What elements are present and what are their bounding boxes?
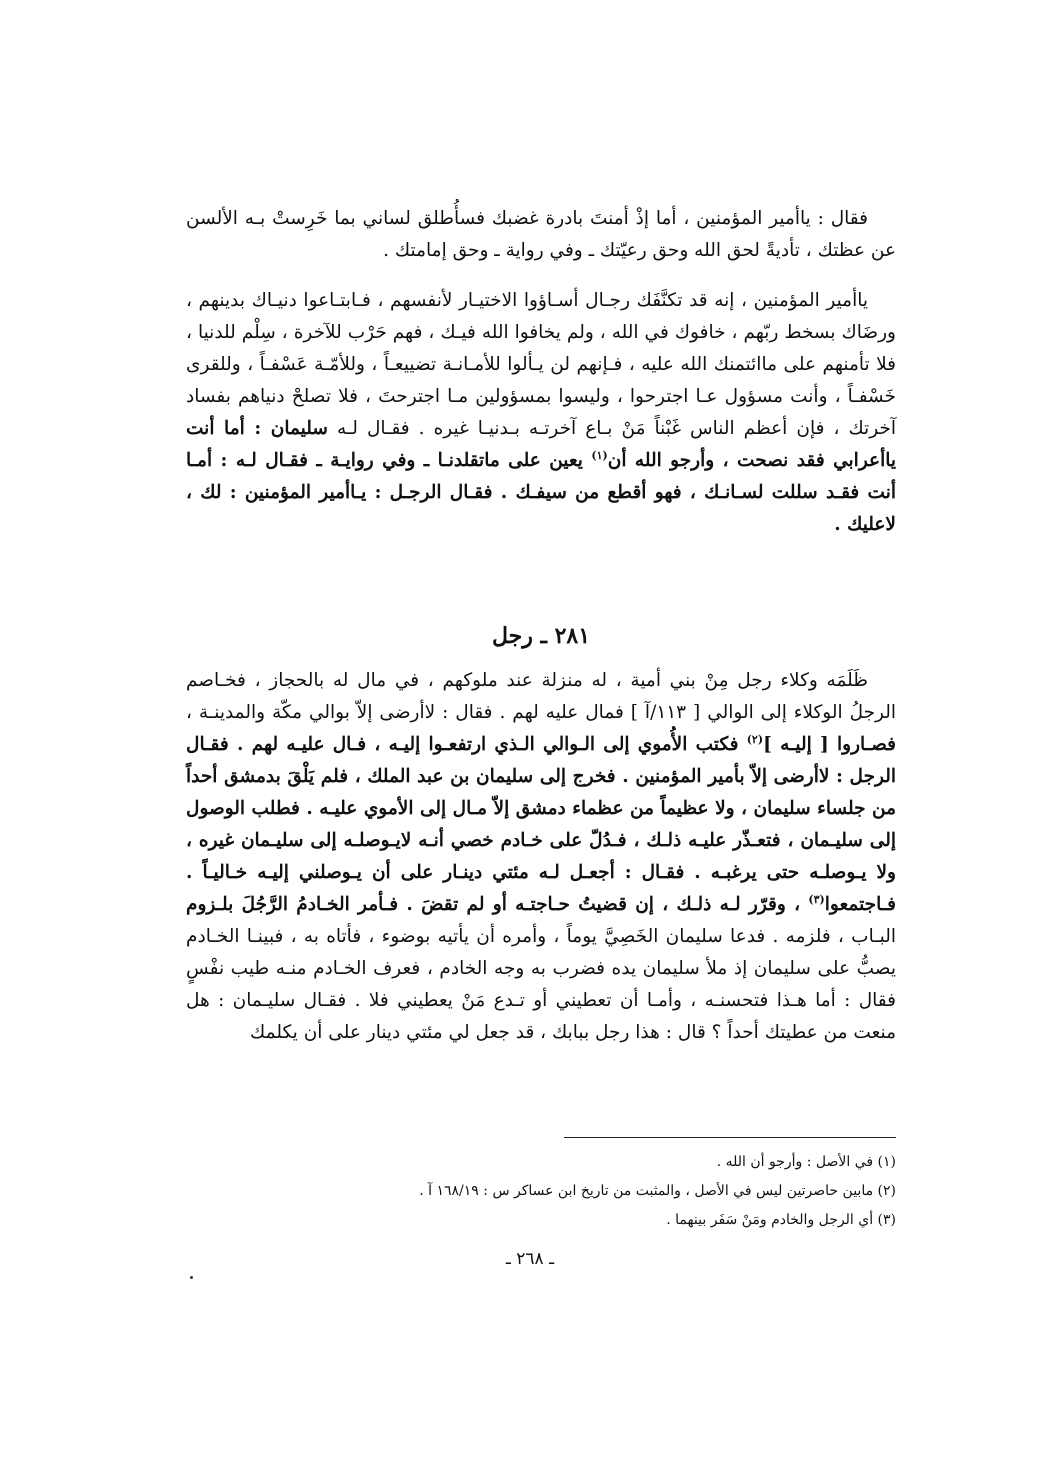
story-paragraph xyxy=(186,665,896,1049)
advice-paragraph xyxy=(186,285,896,541)
section-heading: ٢٨١ ـ رجل xyxy=(491,623,591,649)
opening-paragraph-text: فقال : ياأمير المؤمنين ، أما إذْ أمنتَ بادرة غضبك فسأُطلق لساني بما خَرِستْ بـه الألسن عن عظتك ، تأديةً لحق الله وحق رعيّتك ـ وفي رواية ـ وحق إمامتك . xyxy=(186,208,896,261)
advice-paragraph-bold-continuation: يعين على ماتقلدنـا ـ وفي روايـة ـ فقـال لـه : أمـا أنت فقـد سللت لسـانـك ، فهو أقطع من سيفـك . فقـال الرجـل : يـاأمير المؤمنين : لك ، لاعليك . xyxy=(186,450,896,535)
advice-paragraph-plain-text: ياأمير المؤمنين ، إنه قد تكنَّفَك رجـال أسـاؤوا الاختيـار لأنفسهم ، فـابتـاعوا دنيـاك بدينهم ، ورضَاك بسخط ربّهم ، خافوك في الله ، ولم يخافوا الله فيـك ، فهم حَرْب للآخرة ، سِلْم للدنيا ، فلا تأمنهم على ماائتمنك الله عليه ، فـإنهم لن يـألوا للأمـانـة تضييعـاً ، وللأمّـة عَسْفـاً ، وللقرى خَسْفـاً ، وأنت مسؤول عـا اجترحوا ، وليسوا بمسؤولين مـا اجترحتَ ، فلا تصلحْ دنياهم بفساد آخرتك ، فإن أعظم الناس غَبْناً مَنْ بـاع آخرتـه بـدنيـا غيره . فقـال لـه xyxy=(186,290,896,439)
scan-speck xyxy=(190,1276,193,1279)
footnote-1: (١) في الأصل : وأرجو أن الله . xyxy=(716,1154,896,1170)
footnote-reference-3: (٣) xyxy=(808,892,825,906)
opening-paragraph xyxy=(186,203,896,267)
footnote-3: (٣) أي الرجل والخادم ومَنْ سَفَر بينهما . xyxy=(666,1212,896,1228)
footnote-reference-1: (١) xyxy=(591,448,608,462)
story-paragraph-bold-part-3: ، وقرّر لـه ذلـك ، إن قضيتُ حـاجتـه أو لم تقضَ . فـأمر الخـادمُ الرَّجُلَ بلـزوم xyxy=(186,894,809,915)
story-paragraph-bold-part-2: فكتب الأُموي إلى الـوالي الـذي ارتفعـوا إليـه ، فـال عليـه لهم . فقـال الرجل : لاأرضى إلاّ بأمير المؤمنين . فخرج إلى سليمان بن عبد الملك ، فلم يَلْقَ بدمشق أحداً من جلساء سليمان ، ولا عظيماً من عظماء دمشق إلاّ مـال إلى الأموي عليـه . فطلب الوصول إلى سليـمان ، فتعـذّر عليـه ذلـك ، فـدُلّ على خـادم خصي أنـه لايـوصلـه إلى سليـمان غيره ، ولا يـوصلـه حتى يرغبـه . فقـال : أجعـل لـه مئتي دينـار على أن يـوصلني إليـه خـاليـاً . فـاجتمعوا xyxy=(186,734,896,915)
footnote-reference-2: (٢) xyxy=(746,732,764,746)
footnote-2: (٢) مابين حاصرتين ليس في الأصل ، والمثبت من تاريخ ابن عساكر س : ١٦٨/١٩ آ . xyxy=(419,1183,896,1199)
story-paragraph-plain-opening: ظَلَمَه وكلاء رجل مِنْ بني أمية ، له منزلة عند ملوكهم ، في مال له بالحجاز ، فخـاصم الرجلُ الوكلاء إلى الوالي [ ١١٣/آ ] فمال عليه لهم . فقال : لاأرضى إلاّ بوالي مكّة والمدينـة ، xyxy=(186,670,896,723)
page-number: ـ ٢٦٨ ـ xyxy=(505,1249,555,1269)
story-paragraph-bold-part-1: فصـاروا [ إليـه ] xyxy=(763,734,896,755)
story-paragraph-plain-closing: البـاب ، فلزمه . فدعا سليمان الخَصِيَّ يوماً ، وأمره أن يأتيه بوضوء ، فأتاه به ، فبينـا الخـادم يصبُّ على سليمان إذ ملأ سليمان يده فضرب به وجه الخادم ، فعرف الخـادم منـه طيب نفْسٍ فقال : أما هـذا فتحسنـه ، وأمـا أن تعطيني أو تـدع مَنْ يعطيني فلا . فقـال سليـمان : هل منعت من عطيتك أحداً ؟ قال : هذا رجل ببابك ، قد جعل لي مئتي دينار على أن يكلمك xyxy=(186,926,896,1043)
footnote-divider xyxy=(564,1137,896,1138)
footnotes xyxy=(186,1148,896,1235)
advice-paragraph-bold-text: سليمان : أما أنت ياأعرابي فقد نصحت ، وأرجو الله أن xyxy=(186,418,896,471)
